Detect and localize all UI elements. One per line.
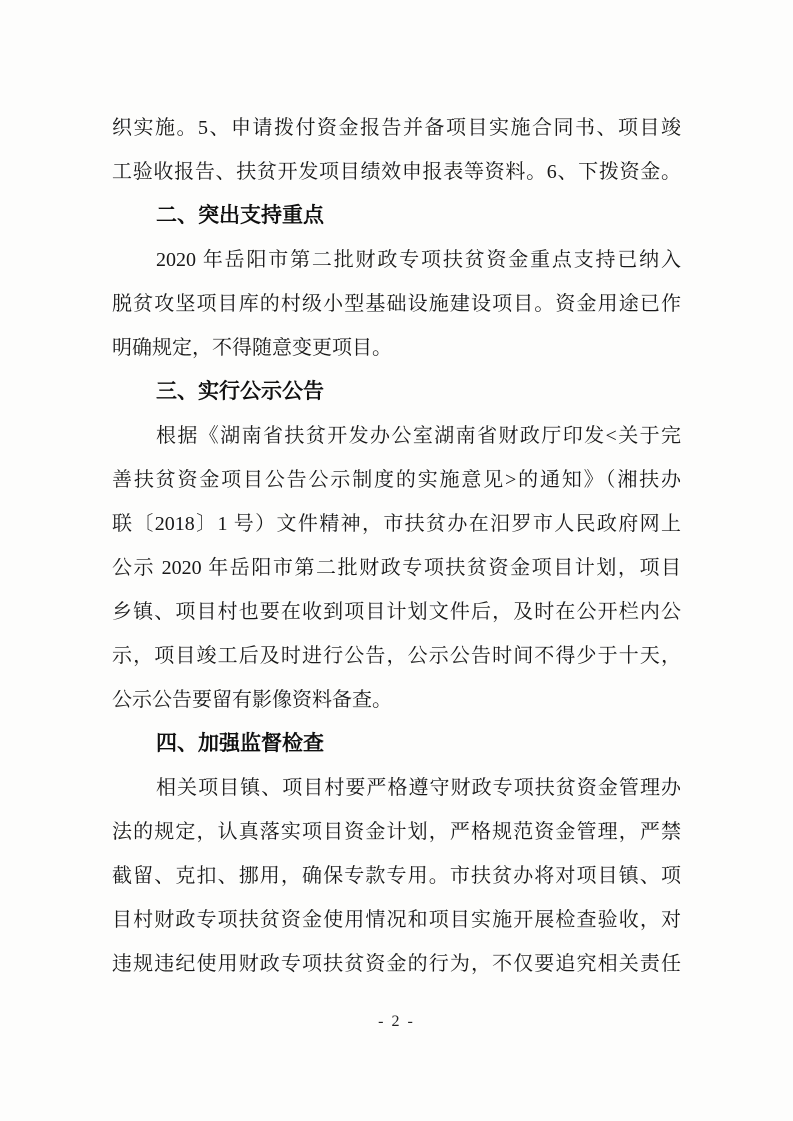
page-number: - 2 - bbox=[378, 1013, 415, 1030]
body-line: 公示 2020 年岳阳市第二批财政专项扶贫资金项目计划，项目 bbox=[112, 557, 681, 579]
body-line: 织实施。5、申请拨付资金报告并备项目实施合同书、项目竣 bbox=[112, 117, 681, 139]
body-line: 截留、克扣、挪用，确保专款专用。市扶贫办将对项目镇、项 bbox=[112, 865, 681, 887]
body-line: 联〔2018〕1 号）文件精神，市扶贫办在汨罗市人民政府网上 bbox=[112, 513, 681, 535]
body-line: 根据《湖南省扶贫开发办公室湖南省财政厅印发<关于完 bbox=[156, 425, 681, 447]
body-line: 明确规定，不得随意变更项目。 bbox=[112, 337, 392, 359]
body-line: 法的规定，认真落实项目资金计划，严格规范资金管理，严禁 bbox=[112, 821, 681, 843]
body-line: 工验收报告、扶贫开发项目绩效申报表等资料。6、下拨资金。 bbox=[112, 161, 681, 183]
body-line: 示，项目竣工后及时进行公告，公示公告时间不得少于十天， bbox=[112, 645, 681, 667]
body-line: 乡镇、项目村也要在收到项目计划文件后，及时在公开栏内公 bbox=[112, 601, 681, 623]
body-line: 相关项目镇、项目村要严格遵守财政专项扶贫资金管理办 bbox=[156, 777, 681, 799]
body-line: 脱贫攻坚项目库的村级小型基础设施建设项目。资金用途已作 bbox=[112, 293, 681, 315]
body-line: 善扶贫资金项目公告公示制度的实施意见>的通知》（湘扶办 bbox=[112, 469, 681, 491]
section-heading-3: 三、实行公示公告 bbox=[156, 380, 324, 403]
body-line: 公示公告要留有影像资料备查。 bbox=[112, 689, 392, 711]
section-heading-4: 四、加强监督检查 bbox=[156, 732, 324, 755]
page-content bbox=[112, 106, 681, 986]
body-line: 2020 年岳阳市第二批财政专项扶贫资金重点支持已纳入 bbox=[156, 249, 681, 271]
section-heading-2: 二、突出支持重点 bbox=[156, 204, 324, 227]
body-line: 违规违纪使用财政专项扶贫资金的行为，不仅要追究相关责任 bbox=[112, 953, 681, 975]
body-line: 目村财政专项扶贫资金使用情况和项目实施开展检查验收，对 bbox=[112, 909, 681, 931]
